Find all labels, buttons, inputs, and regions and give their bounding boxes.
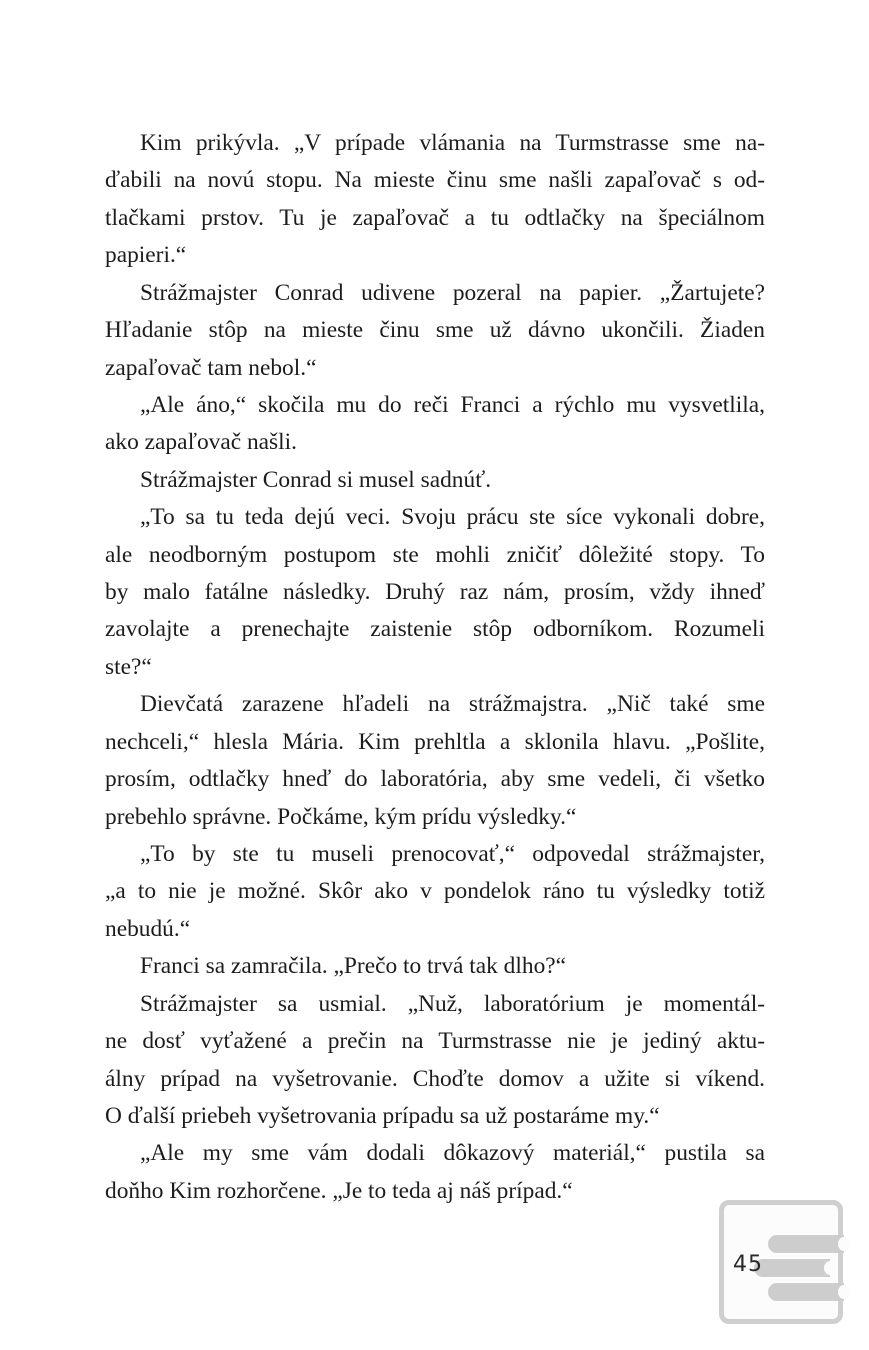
text-line: Hľadanie stôp na mieste činu sme už dávno ukončili. Žiaden (105, 317, 765, 344)
text-line: „Ale my sme vám dodali dôkazový materiál,“ pustila sa (140, 1140, 765, 1167)
text-line: papieri.“ (105, 242, 187, 269)
text-line: zavolajte a prenechajte zaistenie stôp odborníkom. Rozumeli (105, 616, 765, 643)
text-line: doňho Kim rozhorčene. „Je to teda aj náš prípad.“ (105, 1177, 573, 1204)
text-line: ďabili na novú stopu. Na mieste činu sme našli zapaľovač s od- (105, 167, 765, 194)
text-line: „To by ste tu museli prenocovať,“ odpovedal strážmajster, (140, 841, 765, 868)
text-line: by malo fatálne následky. Druhý raz nám, prosím, vždy ihneď (105, 579, 765, 606)
text-line: Strážmajster Conrad si musel sadnúť. (140, 466, 492, 493)
text-line: „a to nie je možné. Skôr ako v pondelok ráno tu výsledky totiž (105, 878, 765, 905)
body-text (105, 125, 765, 1210)
book-shape (768, 1235, 844, 1253)
book-shape (754, 1259, 830, 1277)
text-line: Kim prikývla. „V prípade vlámania na Turmstrasse sme na- (140, 130, 765, 156)
page-number: 45 (733, 1252, 763, 1277)
text-line: nebudú.“ (105, 915, 191, 942)
text-line: ste?“ (105, 653, 152, 680)
text-line: álny prípad na vyšetrovanie. Choďte domov a užite si víkend. (105, 1065, 765, 1092)
text-line: nechceli,“ hlesla Mária. Kim prehltla a sklonila hlavu. „Pošlite, (105, 728, 765, 755)
book-shape (768, 1283, 844, 1301)
text-line: ne dosť vyťažené a prečin na Turmstrasse nie je jediný aktu- (105, 1028, 765, 1055)
text-line: Dievčatá zarazene hľadeli na strážmajstra. „Nič také sme (140, 691, 765, 718)
text-line: O ďalší priebeh vyšetrovania prípadu sa už postaráme my.“ (105, 1102, 660, 1129)
text-line: Strážmajster sa usmial. „Nuž, laboratórium je momentál- (140, 990, 765, 1017)
text-line: „Ale áno,“ skočila mu do reči Franci a rýchlo mu vysvetlila, (140, 391, 765, 418)
text-line: „To sa tu teda dejú veci. Svoju prácu ste síce vykonali dobre, (140, 504, 765, 531)
text-line: ale neodborným postupom ste mohli zničiť dôležité stopy. To (105, 541, 765, 568)
text-line: Franci sa zamračila. „Prečo to trvá tak dlho?“ (140, 953, 567, 980)
text-line: ako zapaľovač našli. (105, 429, 297, 456)
text-line: Strážmajster Conrad udivene pozeral na papier. „Žartujete? (140, 279, 765, 306)
text-line: prosím, odtlačky hneď do laboratória, aby sme vedeli, či všetko (105, 766, 765, 793)
text-line: prebehlo správne. Počkáme, kým prídu výsledky.“ (105, 803, 577, 830)
text-line: tlačkami prstov. Tu je zapaľovač a tu odtlačky na špeciálnom (105, 204, 765, 231)
text-line: zapaľovač tam nebol.“ (105, 354, 317, 381)
